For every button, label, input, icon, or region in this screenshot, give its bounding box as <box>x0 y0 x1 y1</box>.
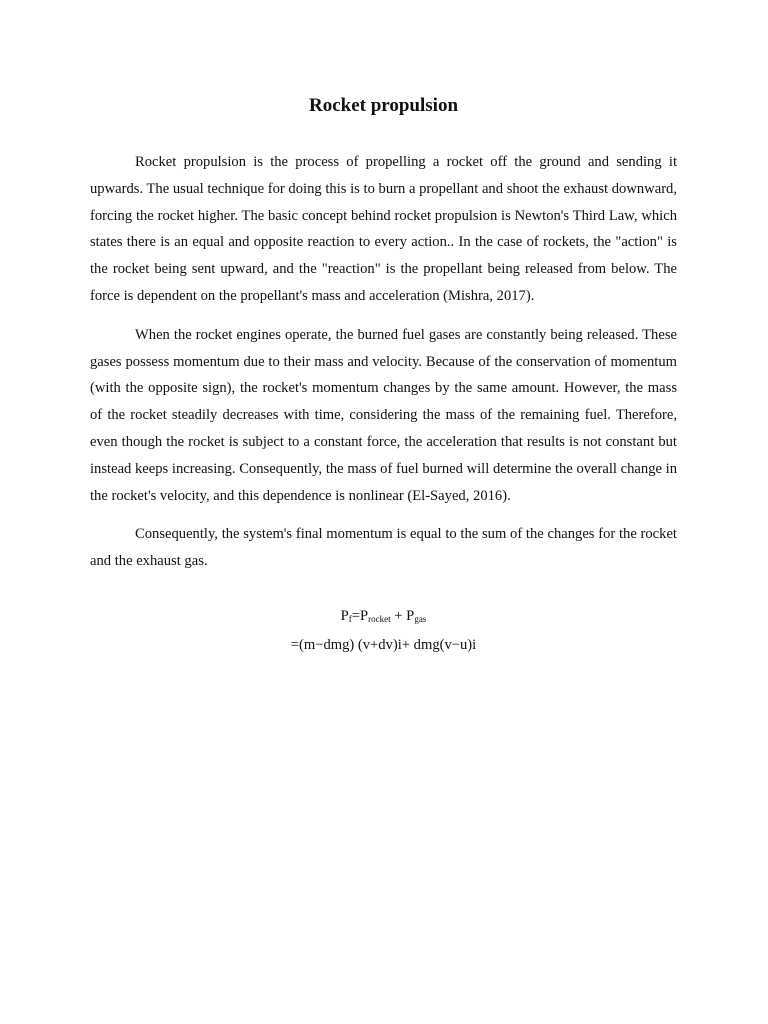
document-page <box>90 92 677 658</box>
eq-plus-p: + P <box>390 607 415 624</box>
eq-sub-rocket: rocket <box>368 613 391 624</box>
eq-p-final: P <box>340 607 349 624</box>
paragraph-3: Consequently, the system's final momentum is equal to the sum of the changes for the rocket and the exhaust gas. <box>90 526 677 570</box>
paragraph-2: When the rocket engines operate, the burned fuel gases are constantly being released. These gases possess momentum due to their mass and velocity. Because of the conservation of momentum (with the opposite sign), the rocket's momentum changes by the same amount. However, the mass of the rocket steadily decreases with time, considering the mass of the remaining fuel. Therefore, even though the rocket is subject to a constant force, the acceleration that results is not constant but instead keeps increasing. Consequently, the mass of fuel burned will determine the overall change in the rocket's velocity, and this dependence is nonlinear (El-Sayed, 2016). <box>90 326 677 504</box>
document-title: Rocket propulsion <box>308 95 459 116</box>
equation-line-1 <box>90 603 677 632</box>
eq-equals-p: =P <box>351 607 369 624</box>
equation-line-2: =(m−dmg) (v+dv)i+ dmg(v−u)i <box>290 636 477 653</box>
paragraph-1: Rocket propulsion is the process of propelling a rocket off the ground and sending it upwards. The usual technique for doing this is to burn a propellant and shoot the exhaust downward, forcing the rocket higher. The basic concept behind rocket propulsion is Newton's Third Law, which states there is an equal and opposite reaction to every action.. In the case of rockets, the "action" is the rocket being sent upward, and the "reaction" is the propellant being released from below. The force is dependent on the propellant's mass and acceleration (Mishra, 2017). <box>90 154 677 304</box>
eq-sub-final: f <box>348 613 352 624</box>
momentum-equation <box>90 603 677 658</box>
eq-sub-gas: gas <box>414 613 427 624</box>
